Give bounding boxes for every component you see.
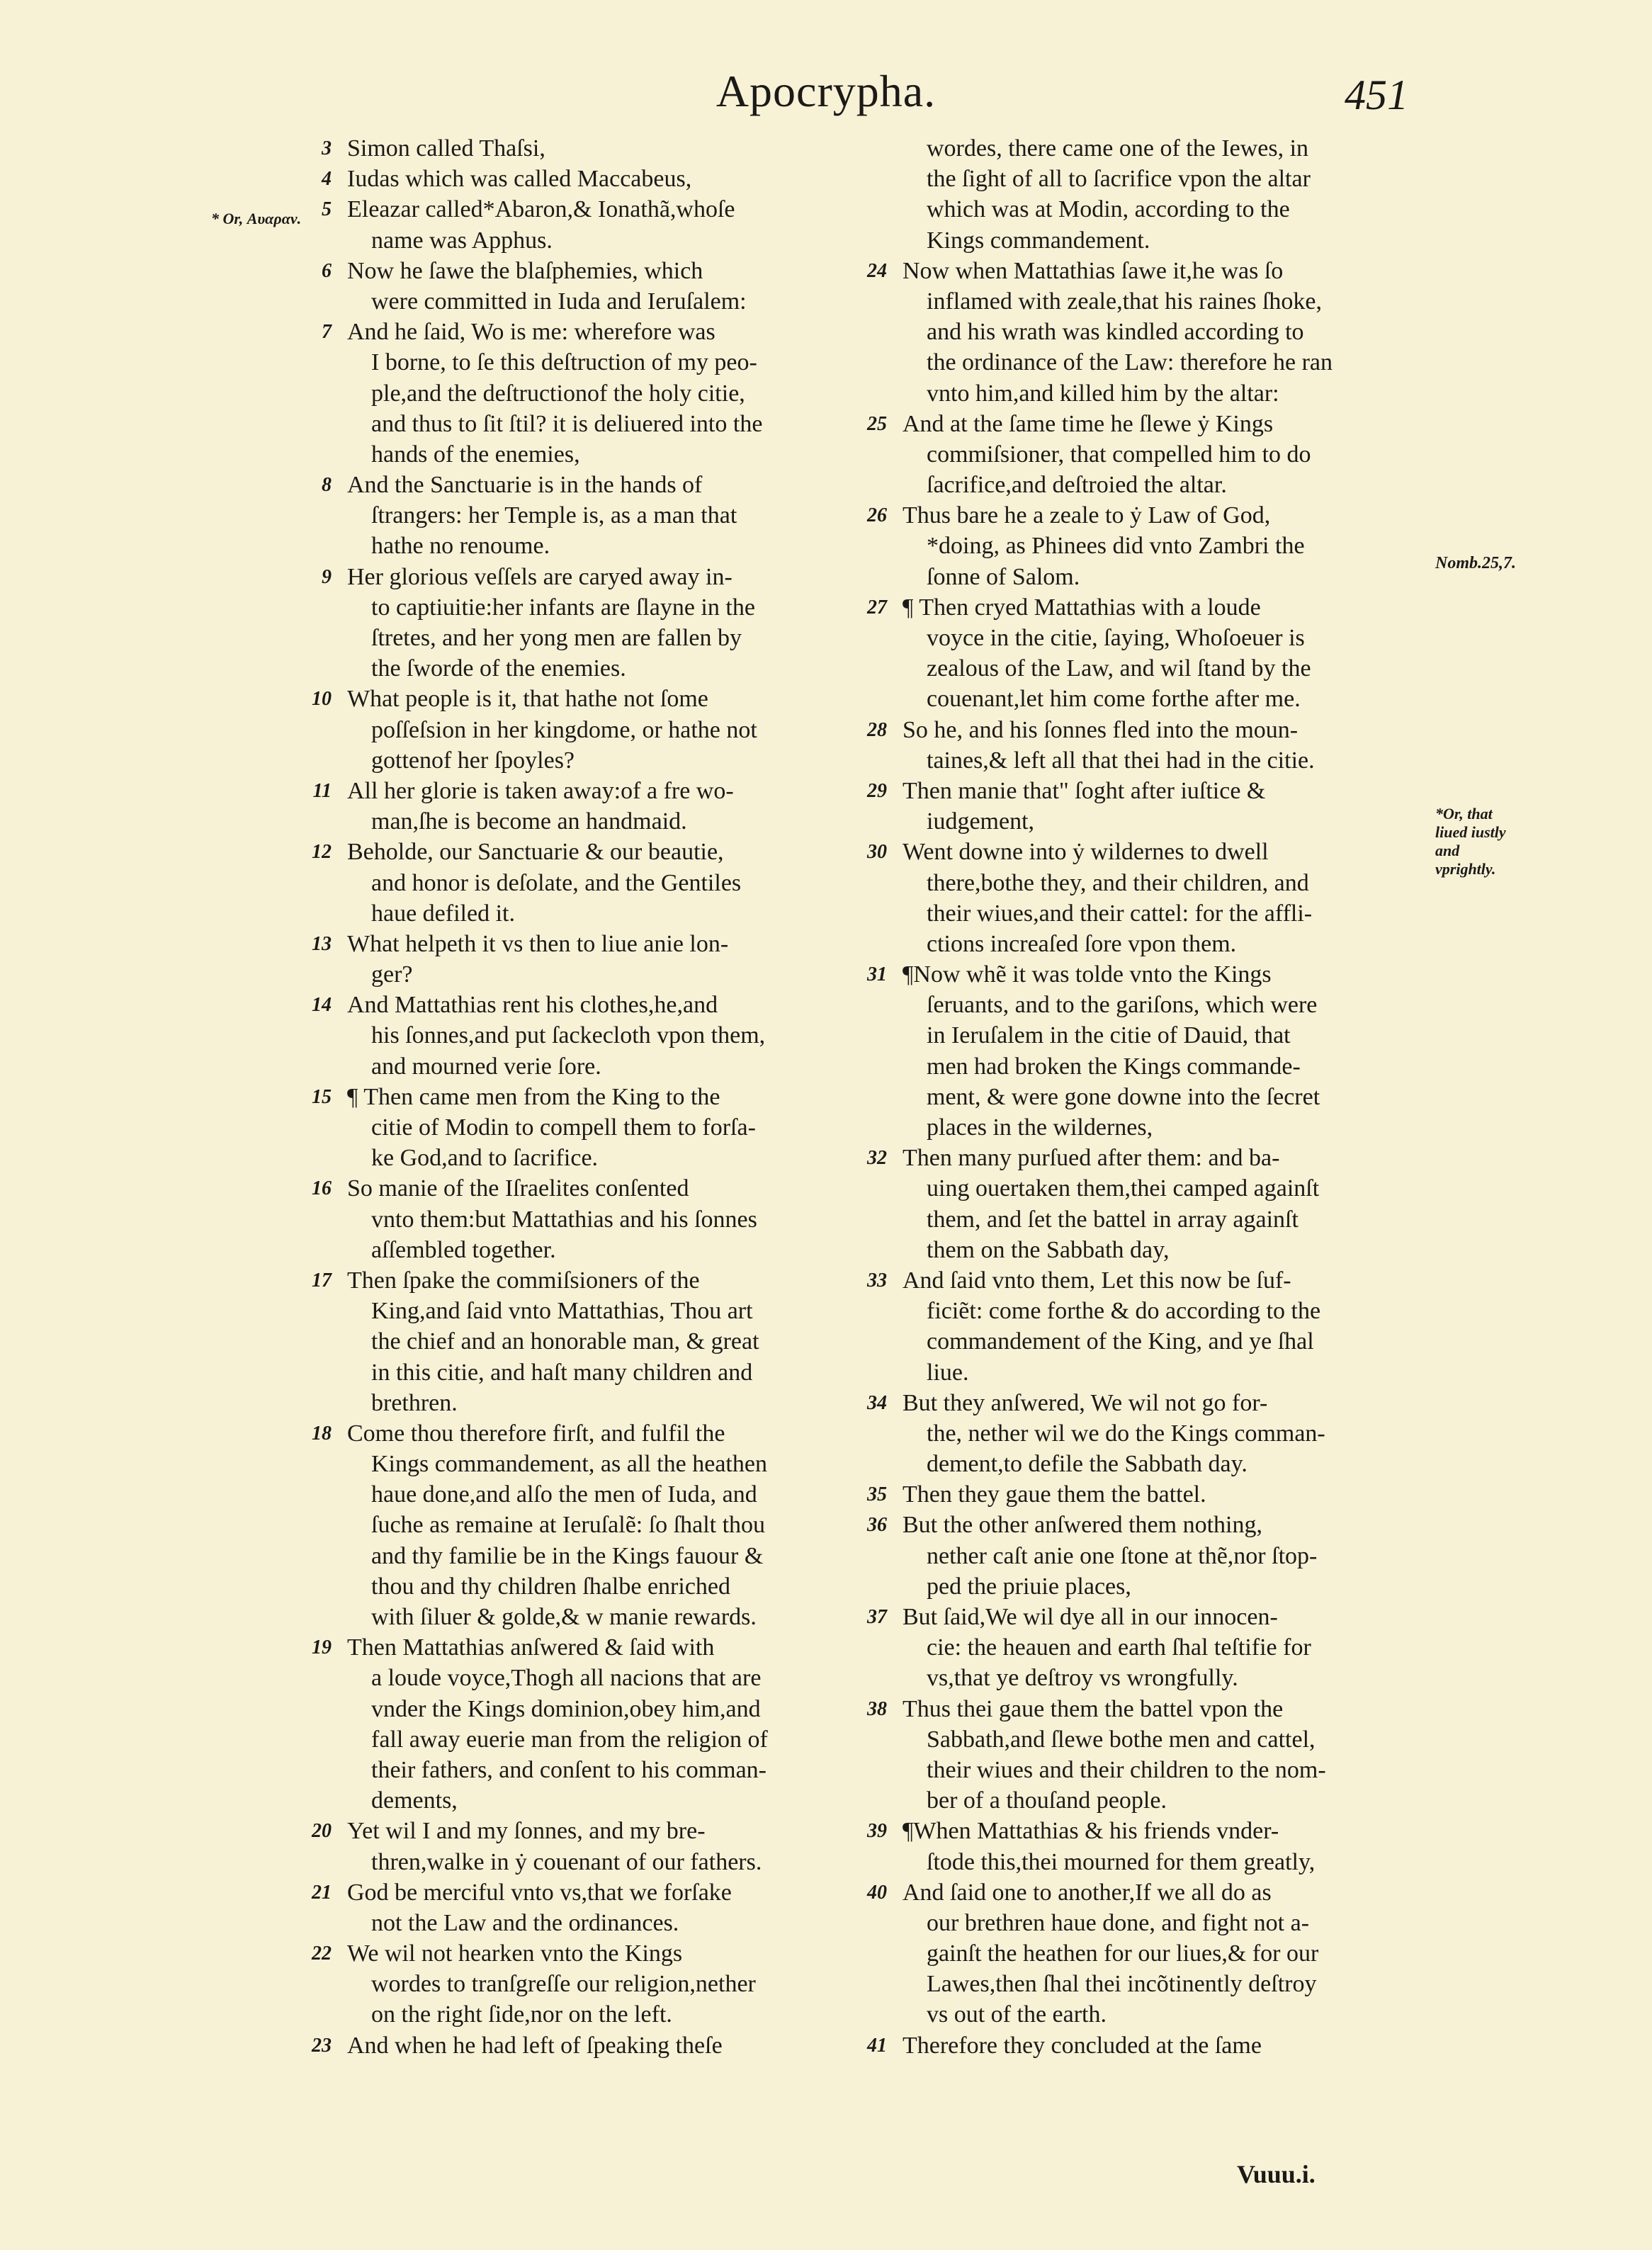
- text-line: [894, 1724, 1432, 1755]
- text-line: [312, 1265, 877, 1296]
- text-line: [894, 531, 1432, 561]
- verse-number: 28: [867, 718, 887, 741]
- verse-number: 30: [867, 841, 887, 864]
- verse-text: their wiues,and their cattel: for the affli-: [927, 900, 1313, 927]
- verse-text: And at the ſame time he ſlewe ẏ Kings: [903, 410, 1274, 437]
- text-line: [894, 898, 1432, 929]
- verse-number: 17: [312, 1269, 332, 1291]
- text-line: [339, 1326, 877, 1357]
- verse-text: were committed in Iuda and Ieruſalem:: [371, 288, 747, 315]
- text-line: [339, 806, 877, 837]
- text-line: [339, 1051, 877, 1082]
- verse-text: Her glorious veſſels are caryed away in-: [347, 563, 732, 590]
- verse-text: Thus thei gaue them the battel vpon the: [903, 1695, 1284, 1722]
- verse-text: Now he ſawe the blaſphemies, which: [347, 257, 703, 284]
- verse-text: ſtretes, and her yong men are fallen by: [371, 625, 742, 651]
- text-line: [339, 1020, 877, 1051]
- verse-text: But the other anſwered them nothing,: [903, 1512, 1262, 1539]
- text-line: [867, 592, 1432, 623]
- verse-text: citie of Modin to compell them to forſa-: [371, 1114, 756, 1141]
- text-line: [312, 2030, 877, 2061]
- verse-text: But they anſwered, We wil not go for-: [903, 1389, 1268, 1416]
- text-line: [339, 1143, 877, 1173]
- verse-text: the, nether wil we do the Kings comman-: [927, 1420, 1325, 1447]
- verse-text: ſeruants, and to the gariſons, which were: [927, 992, 1318, 1019]
- text-line: [322, 133, 877, 164]
- verse-text: And Mattathias rent his clothes,he,and: [347, 992, 718, 1019]
- verse-text: our brethren haue done, and fight not a-: [927, 1909, 1310, 1936]
- verse-text: iudgement,: [927, 808, 1035, 835]
- text-line: [894, 1235, 1432, 1265]
- verse-text: to captiuitie:her infants are ſlayne in the: [371, 594, 755, 621]
- text-line: [867, 959, 1432, 990]
- text-line: [894, 470, 1432, 500]
- text-line: [867, 1265, 1432, 1296]
- verse-number: 40: [867, 1881, 887, 1904]
- text-line: [339, 1694, 877, 1724]
- verse-number: 27: [867, 596, 887, 618]
- verse-text: brethren.: [371, 1389, 458, 1416]
- verse-text: inflamed with zeale,that his raines ſhoke,: [927, 288, 1322, 315]
- text-line: [894, 1785, 1432, 1816]
- text-line: [312, 837, 877, 867]
- verse-text: ¶When Mattathias & his friends vnder-: [903, 1818, 1279, 1845]
- verse-text: Come thou therefore firſt, and fulfil the: [347, 1420, 725, 1447]
- verse-number: 24: [867, 259, 887, 282]
- page-number: 451: [1345, 72, 1408, 118]
- verse-text: taines,& left all that thei had in the citie.: [927, 747, 1315, 774]
- verse-text: ſtrangers: her Temple is, as a man that: [371, 502, 737, 529]
- text-line: [322, 470, 877, 500]
- verse-number: 22: [312, 1943, 332, 1965]
- text-line: [339, 378, 877, 409]
- text-line: [894, 1449, 1432, 1479]
- text-line: [339, 623, 877, 653]
- verse-text: and mourned verie ſore.: [371, 1053, 601, 1080]
- text-line: [867, 256, 1432, 286]
- text-line: [894, 1357, 1432, 1388]
- verse-text: and his wrath was kindled according to: [927, 319, 1304, 346]
- text-line: [312, 1173, 877, 1204]
- verse-text: Sabbath,and ſlewe bothe men and cattel,: [927, 1726, 1316, 1753]
- text-line: [894, 194, 1432, 225]
- verse-number: 6: [322, 259, 332, 282]
- running-title: Apocrypha.: [715, 66, 937, 116]
- text-line: [339, 1724, 877, 1755]
- verse-text: Then ſpake the commiſsioners of the: [347, 1267, 700, 1294]
- verse-text: Therefore they concluded at the ſame: [903, 2032, 1262, 2059]
- text-line: [867, 2030, 1432, 2061]
- text-line: [312, 990, 877, 1020]
- verse-number: 9: [322, 565, 332, 588]
- verse-text: We wil not hearken vnto the Kings: [347, 1940, 683, 1967]
- text-line: [894, 684, 1432, 714]
- text-line: [339, 1602, 877, 1632]
- verse-number: 23: [312, 2034, 332, 2057]
- text-line: [894, 1204, 1432, 1235]
- verse-text: voyce in the citie, ſaying, Whoſoeuer is: [927, 625, 1305, 651]
- margin-note-right-gloss: *Or, that liued iustly and vprightly.: [1435, 805, 1506, 878]
- text-line: [312, 1938, 877, 1969]
- verse-text: zealous of the Law, and wil ſtand by the: [927, 655, 1311, 682]
- verse-number: 32: [867, 1147, 887, 1170]
- verse-text: man,ſhe is become an handmaid.: [371, 808, 687, 835]
- verse-text: Simon called Thaſsi,: [347, 135, 545, 162]
- text-line: [322, 317, 877, 347]
- left-text-column: [312, 133, 877, 2061]
- verse-number: 15: [312, 1085, 332, 1108]
- text-line: [339, 745, 877, 776]
- text-line: [312, 776, 877, 806]
- verse-text: their fathers, and conſent to his comman-: [371, 1756, 766, 1783]
- text-line: [894, 1663, 1432, 1693]
- verse-text: on the right ſide,nor on the left.: [371, 2001, 672, 2028]
- verse-text: Went downe into ẏ wildernes to dwell: [903, 839, 1269, 866]
- text-line: [312, 1082, 877, 1112]
- text-line: [894, 1326, 1432, 1357]
- text-line: [312, 929, 877, 959]
- verse-text: name was Apphus.: [371, 227, 553, 254]
- verse-number: 5: [322, 198, 332, 221]
- text-line: [894, 1999, 1432, 2030]
- text-line: [312, 1632, 877, 1663]
- text-line: [894, 378, 1432, 409]
- verse-number: 3: [322, 137, 332, 159]
- text-line: [322, 256, 877, 286]
- verse-text: with ſiluer & golde,& w manie rewards.: [371, 1604, 757, 1630]
- verse-text: ger?: [371, 961, 413, 988]
- verse-number: 41: [867, 2034, 887, 2057]
- text-line: [894, 562, 1432, 592]
- verse-text: ped the priuie places,: [927, 1573, 1131, 1600]
- text-line: [894, 1969, 1432, 1999]
- text-line: [894, 1418, 1432, 1449]
- text-line: [894, 990, 1432, 1020]
- verse-number: 14: [312, 994, 332, 1017]
- text-line: [339, 1541, 877, 1571]
- text-line: [894, 1632, 1432, 1663]
- verse-text: nether caſt anie one ſtone at thẽ,nor ſtop-: [927, 1542, 1318, 1569]
- verse-text: men had broken the Kings commande-: [927, 1053, 1301, 1080]
- verse-text: dement,to defile the Sabbath day.: [927, 1451, 1248, 1478]
- verse-text: ſtode this,thei mourned for them greatly,: [927, 1848, 1316, 1875]
- verse-number: 26: [867, 504, 887, 527]
- verse-text: and thus to ſit ſtil? it is deliuered into the: [371, 410, 763, 437]
- verse-text: the ordinance of the Law: therefore he ran: [927, 349, 1333, 376]
- verse-text: Eleazar called*Abaron,& Ionathã,whoſe: [347, 196, 735, 223]
- verse-text: hands of the enemies,: [371, 441, 580, 468]
- text-line: [894, 929, 1432, 959]
- text-line: [339, 225, 877, 256]
- text-line: [867, 409, 1432, 439]
- verse-text: Iudas which was called Maccabeus,: [347, 166, 692, 193]
- verse-text: What people is it, that hathe not ſome: [347, 686, 708, 713]
- text-line: [339, 653, 877, 684]
- verse-text: and thy familie be in the Kings fauour &: [371, 1542, 764, 1569]
- text-line: [894, 1847, 1432, 1877]
- verse-number: 13: [312, 932, 332, 955]
- text-line: [894, 806, 1432, 837]
- text-line: [339, 500, 877, 531]
- verse-text: and honor is deſolate, and the Gentiles: [371, 869, 742, 896]
- text-line: [867, 1694, 1432, 1724]
- verse-number: 12: [312, 841, 332, 864]
- text-line: [322, 164, 877, 194]
- verse-text: wordes to tranſgreſſe our religion,nether: [371, 1971, 756, 1998]
- text-line: [894, 868, 1432, 898]
- verse-number: 11: [312, 779, 332, 802]
- verse-text: vs out of the earth.: [927, 2001, 1107, 2028]
- verse-number: 21: [312, 1881, 332, 1904]
- verse-text: And ſaid one to another,If we all do as: [903, 1879, 1272, 1906]
- verse-number: 10: [312, 688, 332, 711]
- verse-text: ctions increaſed ſore vpon them.: [927, 930, 1237, 957]
- text-line: [867, 1877, 1432, 1908]
- verse-text: Thus bare he a zeale to ẏ Law of God,: [903, 502, 1271, 529]
- text-line: [339, 1755, 877, 1785]
- verse-text: I borne, to ſe this deſtruction of my peo-: [371, 349, 757, 376]
- text-line: [339, 959, 877, 990]
- verse-text: Beholde, our Sanctuarie & our beautie,: [347, 839, 724, 866]
- verse-text: Then manie that" ſoght after iuſtice &: [903, 777, 1266, 804]
- text-line: [894, 623, 1432, 653]
- verse-text: in Ieruſalem in the citie of Dauid, that: [927, 1022, 1291, 1049]
- verse-text: ment, & were gone downe into the ſecret: [927, 1083, 1320, 1110]
- verse-text: ¶ Then came men from the King to the: [347, 1083, 720, 1110]
- text-line: [339, 1357, 877, 1388]
- text-line: [339, 1999, 877, 2030]
- text-line: [867, 1816, 1432, 1846]
- verse-text: So he, and his ſonnes fled into the moun-: [903, 716, 1299, 743]
- text-line: [894, 653, 1432, 684]
- text-line: [339, 1296, 877, 1326]
- verse-number: 37: [867, 1606, 887, 1628]
- verse-text: places in the wildernes,: [927, 1114, 1153, 1141]
- verse-text: But ſaid,We wil dye all in our innocen-: [903, 1604, 1278, 1630]
- verse-number: 38: [867, 1697, 887, 1720]
- verse-text: dements,: [371, 1787, 458, 1814]
- verse-text: Then many purſued after them: and ba-: [903, 1145, 1280, 1172]
- verse-text: And he ſaid, Wo is me: wherefore was: [347, 319, 715, 346]
- text-line: [339, 286, 877, 317]
- text-line: [312, 1816, 877, 1846]
- text-line: [339, 898, 877, 929]
- verse-text: cie: the heauen and earth ſhal teſtifie for: [927, 1634, 1311, 1661]
- verse-text: Yet wil I and my ſonnes, and my bre-: [347, 1818, 706, 1845]
- verse-text: the ſight of all to ſacrifice vpon the altar: [927, 166, 1311, 193]
- verse-text: the ſworde of the enemies.: [371, 655, 626, 682]
- verse-number: 18: [312, 1422, 332, 1445]
- verse-number: 16: [312, 1177, 332, 1200]
- verse-text: haue done,and alſo the men of Iuda, and: [371, 1481, 757, 1508]
- text-line: [894, 1051, 1432, 1082]
- text-line: [339, 1785, 877, 1816]
- text-line: [867, 776, 1432, 806]
- verse-text: them, and ſet the battel in array againſt: [927, 1206, 1299, 1233]
- verse-number: 20: [312, 1820, 332, 1843]
- text-line: [339, 1908, 877, 1938]
- verse-text: which was at Modin, according to the: [927, 196, 1290, 223]
- text-line: [339, 1235, 877, 1265]
- verse-text: King,and ſaid vnto Mattathias, Thou art: [371, 1298, 753, 1325]
- verse-text: Now when Mattathias ſawe it,he was ſo: [903, 257, 1284, 284]
- verse-number: 33: [867, 1269, 887, 1291]
- verse-number: 29: [867, 779, 887, 802]
- verse-text: Then they gaue them the battel.: [903, 1481, 1206, 1508]
- text-line: [339, 347, 877, 378]
- text-line: [894, 1571, 1432, 1602]
- verse-text: commiſsioner, that compelled him to do: [927, 441, 1311, 468]
- verse-text: So manie of the Iſraelites conſented: [347, 1175, 689, 1202]
- verse-text: wordes, there came one of the Iewes, in: [927, 135, 1309, 162]
- text-line: [894, 225, 1432, 256]
- text-line: [339, 1571, 877, 1602]
- text-line: [339, 409, 877, 439]
- verse-text: Then Mattathias anſwered & ſaid with: [347, 1634, 715, 1661]
- text-line: [312, 684, 877, 714]
- text-line: [867, 500, 1432, 531]
- verse-text: All her glorie is taken away:of a fre wo-: [347, 777, 734, 804]
- verse-text: ple,and the deſtructionof the holy citie,: [371, 380, 745, 407]
- verse-number: 36: [867, 1514, 887, 1537]
- verse-text: the chief and an honorable man, & great: [371, 1328, 759, 1355]
- text-line: [894, 1296, 1432, 1326]
- verse-text: ficiẽt: come forthe & do according to the: [927, 1298, 1321, 1325]
- verse-text: ¶ Then cryed Mattathias with a loude: [903, 594, 1261, 621]
- text-line: [867, 1602, 1432, 1632]
- text-line: [312, 1877, 877, 1908]
- text-line: [867, 715, 1432, 745]
- verse-text: Kings commandement, as all the heathen: [371, 1451, 767, 1478]
- verse-text: in this citie, and haſt many children and: [371, 1359, 753, 1386]
- text-line: [312, 1418, 877, 1449]
- verse-number: 8: [322, 474, 332, 497]
- verse-text: aſſembled together.: [371, 1236, 556, 1263]
- verse-text: uing ouertaken them,thei camped againſt: [927, 1175, 1320, 1202]
- text-line: [339, 1663, 877, 1693]
- verse-text: gottenof her ſpoyles?: [371, 747, 575, 774]
- right-text-column: [867, 133, 1432, 2061]
- text-line: [339, 592, 877, 623]
- verse-text: ¶Now whẽ it was tolde vnto the Kings: [903, 961, 1272, 988]
- text-line: [339, 1969, 877, 1999]
- text-line: [894, 1908, 1432, 1938]
- text-line: [339, 1204, 877, 1235]
- text-line: [339, 1510, 877, 1540]
- verse-text: ſonne of Salom.: [927, 563, 1080, 590]
- text-line: [339, 1112, 877, 1143]
- verse-text: *doing, as Phinees did vnto Zambri the: [927, 533, 1305, 560]
- verse-text: Lawes,then ſhal thei incõtinently deſtroy: [927, 1971, 1317, 1998]
- verse-text: there,bothe they, and their children, and: [927, 869, 1309, 896]
- verse-text: couenant,let him come forthe after me.: [927, 686, 1301, 713]
- text-line: [894, 745, 1432, 776]
- text-line: [339, 1449, 877, 1479]
- verse-text: gainſt the heathen for our liues,& for our: [927, 1940, 1319, 1967]
- text-line: [867, 1510, 1432, 1540]
- text-line: [322, 562, 877, 592]
- text-line: [894, 133, 1432, 164]
- verse-text: his ſonnes,and put ſackecloth vpon them,: [371, 1022, 766, 1049]
- verse-text: commandement of the King, and ye ſhal: [927, 1328, 1314, 1355]
- verse-text: ber of a thouſand people.: [927, 1787, 1167, 1814]
- verse-number: 35: [867, 1483, 887, 1506]
- text-line: [339, 531, 877, 561]
- verse-number: 4: [322, 168, 332, 191]
- verse-text: And the Sanctuarie is in the hands of: [347, 472, 703, 499]
- verse-text: And ſaid vnto them, Let this now be ſuf-: [903, 1267, 1291, 1294]
- text-line: [867, 1143, 1432, 1173]
- verse-text: their wiues and their children to the nom-: [927, 1756, 1326, 1783]
- text-line: [894, 1020, 1432, 1051]
- text-line: [322, 194, 877, 225]
- text-line: [894, 439, 1432, 470]
- text-line: [339, 715, 877, 745]
- text-line: [894, 1112, 1432, 1143]
- verse-text: fall away euerie man from the religion of: [371, 1726, 768, 1753]
- verse-text: ſuche as remaine at Ieruſalẽ: ſo ſhalt thou: [371, 1512, 766, 1539]
- margin-note-left: * Or, Αυαραν.: [211, 210, 302, 227]
- text-line: [867, 837, 1432, 867]
- verse-number: 39: [867, 1820, 887, 1843]
- text-line: [894, 317, 1432, 347]
- verse-text: vnder the Kings dominion,obey him,and: [371, 1695, 761, 1722]
- verse-text: What helpeth it vs then to liue anie lon-: [347, 930, 729, 957]
- verse-text: Kings commandement.: [927, 227, 1150, 254]
- text-line: [339, 1847, 877, 1877]
- text-line: [894, 347, 1432, 378]
- verse-text: liue.: [927, 1359, 969, 1386]
- verse-text: ſacrifice,and deſtroied the altar.: [927, 472, 1227, 499]
- margin-note-right-reference: Nomb.25,7.: [1435, 554, 1516, 572]
- verse-text: And when he had left of ſpeaking theſe: [347, 2032, 723, 2059]
- text-line: [894, 1173, 1432, 1204]
- verse-text: them on the Sabbath day,: [927, 1236, 1170, 1263]
- text-line: [339, 868, 877, 898]
- text-line: [894, 164, 1432, 194]
- verse-number: 25: [867, 412, 887, 435]
- verse-text: haue defiled it.: [371, 900, 515, 927]
- verse-text: thou and thy children ſhalbe enriched: [371, 1573, 730, 1600]
- verse-text: thren,walke in ẏ couenant of our fathers.: [371, 1848, 762, 1875]
- verse-text: a loude voyce,Thogh all nacions that are: [371, 1665, 762, 1692]
- verse-text: vs,that ye deſtroy vs wrongfully.: [927, 1665, 1238, 1692]
- text-line: [339, 1388, 877, 1418]
- text-line: [894, 1755, 1432, 1785]
- verse-text: not the Law and the ordinances.: [371, 1909, 679, 1936]
- verse-text: poſſeſsion in her kingdome, or hathe not: [371, 716, 757, 743]
- verse-text: hathe no renoume.: [371, 533, 550, 560]
- text-line: [867, 1479, 1432, 1510]
- verse-text: ke God,and to ſacrifice.: [371, 1145, 599, 1172]
- text-line: [894, 286, 1432, 317]
- verse-text: vnto him,and killed him by the altar:: [927, 380, 1279, 407]
- verse-number: 31: [867, 963, 887, 986]
- text-line: [894, 1938, 1432, 1969]
- signature-mark: Vuuu.i.: [1237, 2160, 1316, 2188]
- text-line: [867, 1388, 1432, 1418]
- text-line: [894, 1541, 1432, 1571]
- text-line: [339, 1479, 877, 1510]
- verse-number: 7: [322, 321, 332, 344]
- text-line: [339, 439, 877, 470]
- verse-text: vnto them:but Mattathias and his ſonnes: [371, 1206, 757, 1233]
- verse-number: 34: [867, 1391, 887, 1414]
- verse-text: God be merciful vnto vs,that we forſake: [347, 1879, 732, 1906]
- verse-number: 19: [312, 1636, 332, 1659]
- text-line: [894, 1082, 1432, 1112]
